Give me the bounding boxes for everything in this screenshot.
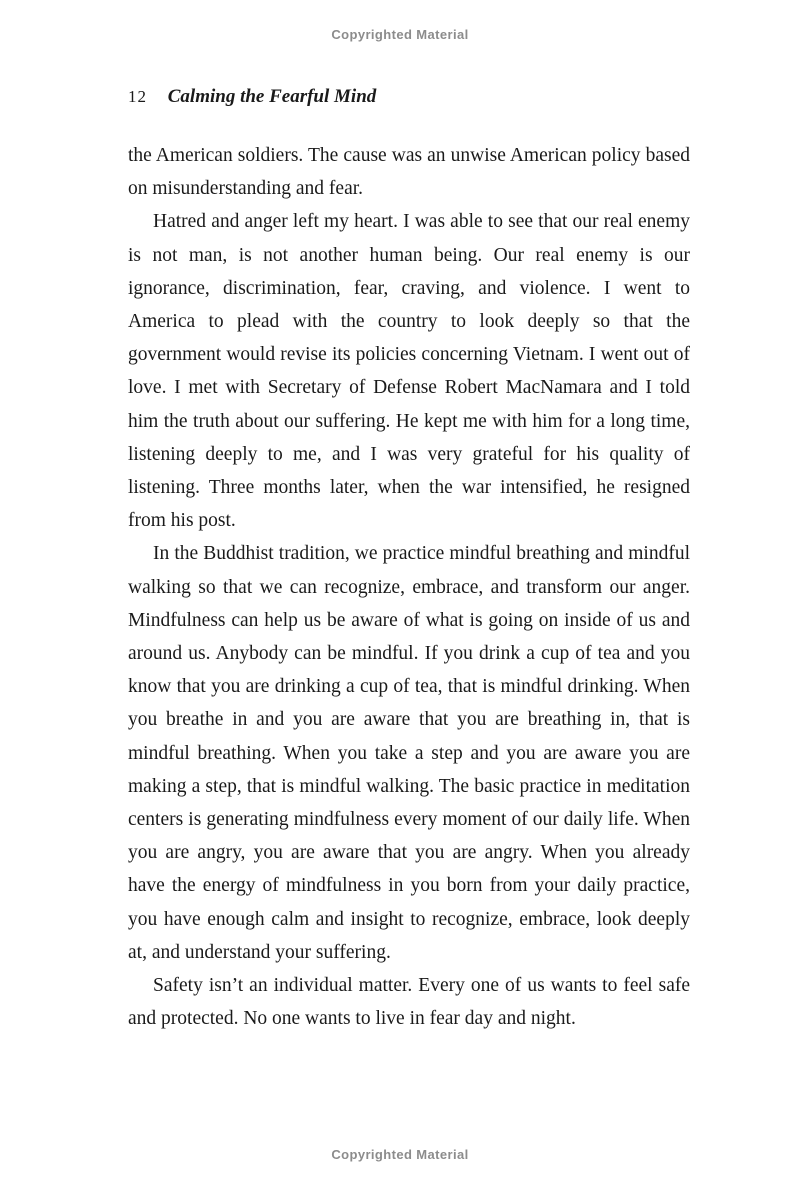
body-text [128,139,690,1035]
paragraph: In the Buddhist tradition, we practice mindful breathing and mindful walking so that we can recognize, embrace, and transform our anger. Mindfulness can help us be aware of what is going on inside of us and around us. Anybody can be mindful. If you drink a cup of tea and you know that you are drinking a cup of tea, that is mindful drinking. When you breathe in and you are aware that you are breathing in, that is mindful breathing. When you take a step and you are aware you are making a step, that is mindful walking. The basic practice in meditation centers is generating mindfulness every moment of our daily life. When you are angry, you are aware that you are angry. When you already have the energy of mindfulness in you born from your daily practice, you have enough calm and insight to recognize, embrace, look deeply at, and understand your suffering. [128,543,690,963]
running-title: Calming the Fearful Mind [167,86,377,107]
page-number: 12 [128,87,147,106]
paragraph: Safety isn’t an individual matter. Every one of us wants to feel safe and protected. No one wants to live in fear day and night. [128,975,690,1030]
paragraph: Hatred and anger left my heart. I was able to see that our real enemy is not man, is not another human being. Our real enemy is our ignorance, discrimination, fear, craving, and violence. I went to America to plead with the country to look deeply so that the government would revise its policies concerning Vietnam. I went out of love. I met with Secretary of Defense Robert MacNamara and I told him the truth about our suffering. He kept me with him for a long time, listening deeply to me, and I was very grateful for his quality of listening. Three months later, when the war intensified, he resigned from his post. [128,211,690,532]
running-head [128,86,690,108]
paragraph: the American soldiers. The cause was an unwise American policy based on misunderstanding and fear. [128,145,690,200]
copyright-notice-bottom: Copyrighted Material [331,1147,469,1162]
copyright-notice-top: Copyrighted Material [331,27,469,42]
